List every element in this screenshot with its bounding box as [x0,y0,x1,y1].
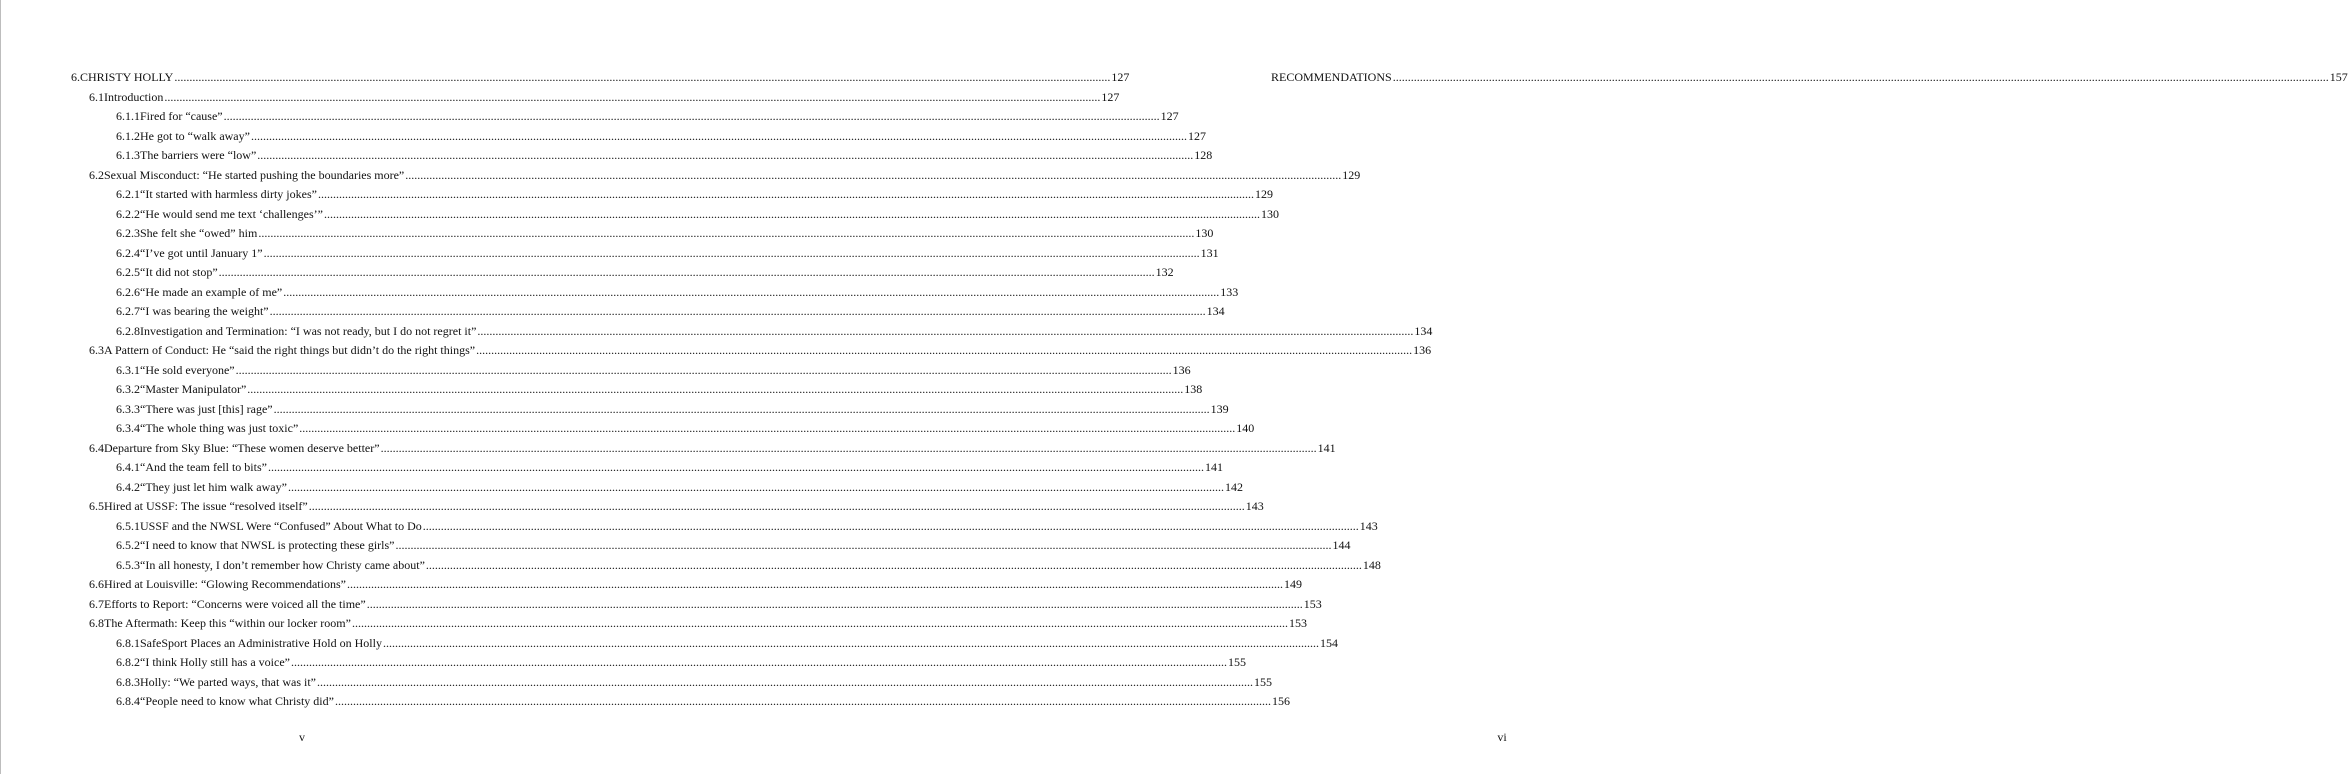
toc-entry-title: Hired at Louisville: “Glowing Recommendations” [104,577,346,591]
toc-entry-title: Efforts to Report: “Concerns were voiced all the time” [104,596,366,611]
toc-entry-title: “I’ve got until January 1” [140,245,263,260]
toc-dot-leader [1393,68,2329,88]
toc-entry-title: “People need to know what Christy did” [140,694,334,708]
toc-entry[interactable] [71,361,1191,381]
toc-entry-number: 6.1.3 [116,148,140,162]
toc-entry-page: 136 [1172,362,1191,377]
toc-entry-page: 155 [1227,655,1246,669]
toc-entry-number: 6.7 [89,596,104,611]
toc-entry[interactable] [71,400,1229,420]
toc-entry[interactable] [71,517,1378,537]
toc-entry-title: Introduction [104,89,164,104]
toc-entry-number: 6.2.6 [116,284,140,299]
toc-entry[interactable] [71,107,1179,127]
toc-entry[interactable] [71,68,1130,88]
toc-entry[interactable] [71,478,1243,498]
toc-entry[interactable] [1271,68,2348,88]
toc-entry-number: 6.1.2 [116,128,140,143]
toc-entry-number: 6.2.5 [116,265,140,279]
toc-entry[interactable] [71,166,1361,186]
toc-entry-title: “He would send me text ‘challenges’” [140,206,323,221]
toc-entry-number: 6.2.2 [116,206,140,221]
toc-entry[interactable] [71,146,1213,166]
toc-entry-number: 6.5.3 [116,557,140,572]
toc-entry-number: 6.2.4 [116,245,140,260]
toc-entry-title: She felt she “owed” him [140,226,258,240]
table-of-contents-right [1271,68,2348,88]
toc-entry-number: 6.4.2 [116,479,140,494]
toc-entry-page: 129 [1254,187,1273,201]
toc-entry-number: 6.8.3 [116,674,140,689]
toc-entry-page: 129 [1342,167,1361,182]
toc-entry-title: “I need to know that NWSL is protecting these girls” [140,538,395,552]
toc-entry-title: “They just let him walk away” [140,479,287,494]
toc-entry-page: 144 [1332,538,1351,552]
toc-entry-number: 6.2.3 [116,226,140,240]
toc-entry-page: 130 [1260,206,1279,221]
toc-entry[interactable] [71,673,1272,693]
toc-entry-page: 128 [1194,148,1213,162]
toc-entry-number: 6.3.3 [116,401,140,416]
toc-entry-page: 133 [1220,284,1239,299]
toc-entry-title: “The whole thing was just toxic” [140,421,299,435]
page-number-left: v [299,730,305,744]
toc-entry[interactable] [71,458,1223,478]
toc-entry[interactable] [71,185,1273,205]
toc-entry-number: 6.3.4 [116,421,140,435]
toc-entry-number: 6.8.2 [116,655,140,669]
toc-entry[interactable] [71,536,1351,556]
toc-entry[interactable] [71,653,1246,673]
toc-entry-page: 127 [1111,70,1130,84]
toc-entry-number: 6.4.1 [116,460,140,474]
toc-entry-title: “There was just [this] rage” [140,401,273,416]
toc-entry-page: 153 [1288,616,1307,630]
toc-entry-number: 6.5.1 [116,518,140,533]
toc-entry-page: 131 [1200,245,1219,260]
toc-entry[interactable] [71,127,1206,147]
toc-entry-page: 154 [1319,635,1338,650]
toc-entry[interactable] [71,341,1432,361]
toc-entry-title: “He sold everyone” [140,362,235,377]
toc-entry[interactable] [71,595,1322,615]
toc-entry-title: Investigation and Termination: “I was not ready, but I do not regret it” [140,323,477,338]
toc-entry[interactable] [71,692,1290,712]
toc-entry-title: SafeSport Places an Administrative Hold on Holly [140,635,382,650]
toc-entry-page: 143 [1359,518,1378,533]
toc-entry[interactable] [71,224,1214,244]
toc-entry-page: 139 [1210,401,1229,416]
toc-entry-title: “Master Manipulator” [140,382,247,396]
toc-entry[interactable] [71,439,1336,459]
toc-entry[interactable] [71,283,1239,303]
toc-entry-number: 6.1 [89,89,104,104]
toc-entry-number: 6.8.1 [116,635,140,650]
toc-entry-page: 141 [1204,460,1223,474]
toc-entry-page: 148 [1362,557,1381,572]
toc-entry-title: “In all honesty, I don’t remember how Christy came about” [140,557,425,572]
toc-entry-title: Fired for “cause” [140,109,223,123]
toc-entry-title: Hired at USSF: The issue “resolved itself” [104,499,308,513]
toc-entry[interactable] [71,575,1302,595]
toc-entry-title: The Aftermath: Keep this “within our locker room” [104,616,351,630]
toc-entry-number: 6.2.8 [116,323,140,338]
toc-entry-page: 136 [1413,343,1432,357]
toc-entry-number: 6.1.1 [116,109,140,123]
toc-entry-number: 6.5 [89,499,104,513]
toc-entry[interactable] [71,244,1219,264]
toc-entry-title: “I think Holly still has a voice” [140,655,290,669]
toc-entry-number: 6. [71,70,80,84]
toc-entry[interactable] [71,88,1120,108]
toc-entry-number: 6.3.2 [116,382,140,396]
toc-entry-page: 130 [1195,226,1214,240]
toc-entry[interactable] [71,205,1279,225]
toc-entry-page: 134 [1206,304,1225,318]
toc-entry[interactable] [71,302,1225,322]
toc-entry-title: Holly: “We parted ways, that was it” [140,674,316,689]
toc-entry-title: “It did not stop” [140,265,218,279]
toc-entry-title: Sexual Misconduct: “He started pushing the boundaries more” [104,167,405,182]
toc-entry-page: 138 [1184,382,1203,396]
toc-entry-page: 143 [1245,499,1264,513]
toc-entry-page: 127 [1187,128,1206,143]
page-number-right: vi [1497,730,1507,744]
toc-entry[interactable] [71,634,1338,654]
toc-entry-page: 149 [1283,577,1302,591]
toc-entry-page: 127 [1160,109,1179,123]
toc-entry-number: 6.2 [89,167,104,182]
toc-entry-page: 140 [1236,421,1255,435]
toc-entry-page: 142 [1224,479,1243,494]
toc-entry-number: 6.4 [89,440,104,455]
toc-entry[interactable] [71,497,1264,517]
toc-entry[interactable] [71,380,1203,400]
toc-entry-title: “I was bearing the weight” [140,304,269,318]
toc-entry-title: USSF and the NWSL Were “Confused” About What to Do [140,518,422,533]
toc-entry-title: RECOMMENDATIONS [1271,70,1392,84]
toc-entry-number: 6.2.1 [116,187,140,201]
toc-entry-page: 153 [1303,596,1322,611]
toc-entry[interactable] [71,263,1174,283]
toc-entry[interactable] [71,614,1307,634]
toc-entry-title: The barriers were “low” [140,148,257,162]
toc-entry-page: 157 [2329,70,2348,84]
toc-entry-number: 6.5.2 [116,538,140,552]
toc-entry-number: 6.8.4 [116,694,140,708]
toc-entry-number: 6.6 [89,577,104,591]
toc-entry-number: 6.8 [89,616,104,630]
toc-entry[interactable] [71,419,1255,439]
toc-entry-page: 127 [1101,89,1120,104]
toc-entry-page: 155 [1253,674,1272,689]
table-of-contents-left [71,68,1433,712]
toc-entry-number: 6.2.7 [116,304,140,318]
toc-entry-title: A Pattern of Conduct: He “said the right things but didn’t do the right things” [104,343,476,357]
toc-entry-page: 156 [1271,694,1290,708]
toc-entry-title: CHRISTY HOLLY [80,70,174,84]
toc-entry[interactable] [71,322,1433,342]
toc-entry-page: 134 [1414,323,1433,338]
toc-entry-title: “And the team fell to bits” [140,460,267,474]
toc-entry-number: 6.3 [89,343,104,357]
toc-entry-page: 132 [1155,265,1174,279]
toc-entry-title: “He made an example of me” [140,284,283,299]
toc-entry[interactable] [71,556,1381,576]
toc-entry-number: 6.3.1 [116,362,140,377]
toc-entry-title: He got to “walk away” [140,128,250,143]
toc-entry-title: Departure from Sky Blue: “These women deserve better” [104,440,380,455]
toc-entry-page: 141 [1317,440,1336,455]
toc-entry-title: “It started with harmless dirty jokes” [140,187,317,201]
